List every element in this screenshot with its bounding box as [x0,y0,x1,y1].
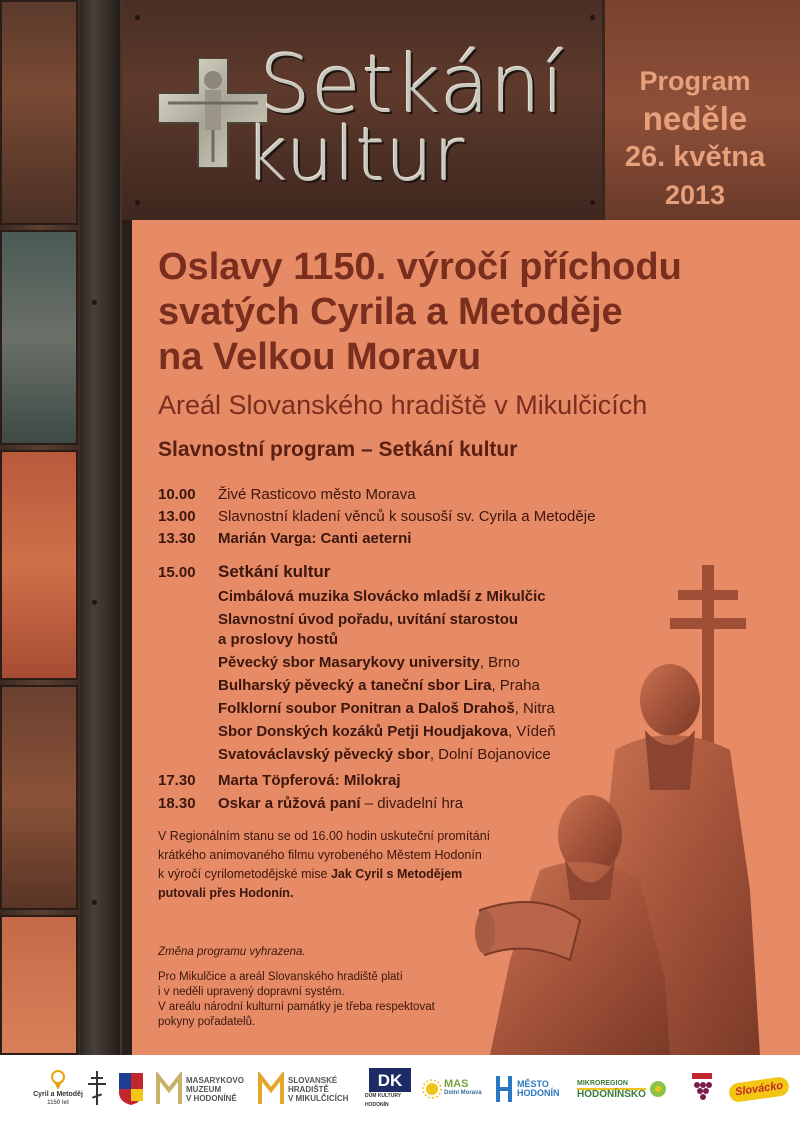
sub-item-name: Pěvecký sbor Masarykovy university [218,654,480,671]
note-line: Pro Mikulčice a areál Slovanského hradiště platí [158,971,403,983]
hradiste-m-icon [258,1072,284,1106]
film-info [158,827,518,903]
mikroregion-hodoninsko-logo [577,1068,677,1110]
year-label: 2013 [664,180,726,210]
headline-line: na Velkou Moravu [158,336,482,378]
logo-text: HRADIŠTĚ [288,1084,329,1094]
schedule-time: 13.00 [158,508,196,525]
sub-item-name: Folklorní soubor Ponitran a Daloš Drahoš [218,700,515,717]
sub-item-place: , Brno [479,654,520,671]
info-line: krátkého animovaného filmu vyrobeného Městem Hodonín [158,848,482,862]
logo-text: MĚSTO [517,1079,549,1089]
logo-text: MUZEUM [186,1084,222,1094]
schedule-time: 13.30 [158,530,196,547]
sub-item-name: Sbor Donských kozáků Petji Houdjakova [218,723,509,740]
svg-text:DK: DK [377,1071,403,1090]
sub-item-place: , Nitra [514,700,555,717]
masarykovo-muzeum-logo [156,1068,251,1110]
schedule-time: 15.00 [158,564,196,581]
logo-text: SLOVANSKÉ [288,1075,338,1085]
sub-item-place: , Vídeň [508,723,556,740]
cm-emblem-icon [49,1070,67,1090]
grapes-icon [688,1071,716,1107]
rivet [92,600,97,605]
rivet [92,900,97,905]
rivet [135,200,140,205]
info-film-title: putovali přes Hodonín. [158,886,294,900]
sub-item-name: Svatováclavský pěvecký sbor [218,746,430,763]
dum-kultury-logo [365,1068,415,1110]
grapes-logo [688,1068,720,1110]
logo-text: V HODONÍNĚ [186,1093,237,1103]
logo-text: V MIKULČICÍCH [288,1093,349,1103]
date-label: 26. května [624,141,766,173]
logo-text: HODONÍNSKO [577,1089,646,1100]
coat-of-arms-icon [118,1072,144,1106]
mesto-hodonin-logo [495,1068,570,1110]
sub-item-place: , Praha [491,677,540,694]
logo-text: MAS [444,1078,469,1090]
schedule-event: Setkání kultur [218,562,331,581]
logo-text: Slovácko [734,1079,784,1098]
coat-of-arms-logo [118,1068,148,1110]
headline-line: svatých Cyrila a Metoděje [158,291,623,333]
schedule-event-suffix: – divadelní hra [360,795,464,812]
info-line: k výročí cyrilometodějské mise [158,867,331,881]
logo-text: MASARYKOVO [186,1075,244,1085]
sub-item-name: a proslovy hostů [218,631,339,648]
orthodox-cross-logo [86,1068,110,1110]
rust-panel [0,915,78,1055]
cyril-metodej-logo [28,1068,88,1110]
logo-text: HODONÍN [517,1088,560,1098]
logo-text: 1150 let [47,1100,69,1106]
orthodox-cross-icon [86,1069,108,1109]
date-box [620,62,770,214]
info-film-title: Jak Cyril s Metodějem [330,867,463,881]
schedule-event: Oskar a růžová paní [218,795,361,812]
note-line: pokyny pořadatelů. [158,1016,256,1028]
logo-text: DŮM KULTURY HODONÍN [365,1093,402,1108]
slovanske-hradiste-logo [258,1068,358,1110]
sub-item-name: Cimbálová muzika Slovácko mladší z Mikulčic [218,588,546,605]
museum-m-icon [156,1072,182,1106]
rivet [92,300,97,305]
schedule-event: Živé Rasticovo město Morava [218,486,416,503]
program-label: Program [639,66,751,96]
schedule-time: 10.00 [158,486,196,503]
day-label: neděle [642,100,748,137]
schedule-time: 18.30 [158,795,196,812]
headline-line: Oslavy 1150. výročí příchodu [158,246,682,288]
schedule-time: 17.30 [158,772,196,789]
sub-item-place: , Dolní Bojanovice [429,746,551,763]
rust-panel [0,230,78,445]
rivet [135,15,140,20]
dk-letters-icon [369,1068,411,1092]
logo-text: Cyril a Metoděj [33,1091,83,1098]
schedule-event: Marta Töpferová: Milokraj [218,772,401,789]
mas-dolni-morava-logo [422,1068,487,1110]
headline [158,245,778,380]
rivet [590,200,595,205]
rust-panel [0,685,78,910]
rivet [590,15,595,20]
slovacko-logo [728,1068,790,1110]
venue: Areál Slovanského hradiště v Mikulčicích [158,390,648,420]
program-subhead: Slavnostní program – Setkání kultur [158,438,518,461]
hodonin-h-icon [495,1074,513,1104]
sub-item-name: Slavnostní úvod pořadu, uvítání starostou [218,611,519,628]
logo-text: MIKROREGION [577,1079,646,1090]
flower-icon [649,1080,667,1098]
sub-item-name: Bulharský pěvecký a taneční sbor Lira [218,677,492,694]
note-line: V areálu národní kulturní památky je třeba respektovat [158,1001,435,1013]
title-setkani: Setkání [260,38,566,131]
rust-panel [0,0,78,225]
metal-pillar [80,0,120,1055]
sun-icon [422,1079,442,1099]
note-line: i v neděli upravený dopravní systém. [158,986,345,998]
title-kultur: kultur [245,112,466,198]
notes [158,945,488,1030]
info-line: V Regionálním stanu se od 16.00 hodin uskuteční promítání [158,829,491,843]
rust-panel [0,450,78,680]
logo-text: Dolní Morava [444,1090,482,1096]
program-change-note: Změna programu vyhrazena. [158,946,306,958]
schedule-event: Slavnostní kladení věnců k sousoší sv. Cyrila a Metoděje [218,508,596,525]
schedule-event: Marián Varga: Canti aeterni [218,530,412,547]
metal-pillar [122,220,132,1055]
